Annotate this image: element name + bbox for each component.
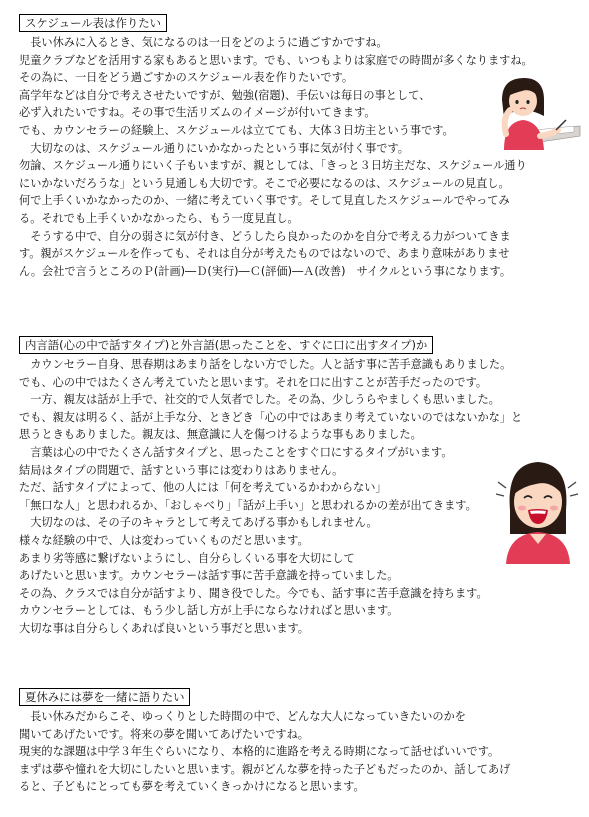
section-summer-dreams: [19, 686, 510, 796]
text-line: でも、親友は明るく、話が上手な分、ときどき「心の中ではあまり考えていないのではないかな」と: [19, 410, 523, 424]
text-line: あげたいと思います。カウンセラーは話す事に苦手意識を持っていました。: [19, 569, 399, 583]
text-line: 「無口な人」と思われるか、「おしゃべり」「話が上手い」と思われるかの差が出てきます。: [19, 498, 477, 512]
text-line: 必ず入れたいですね。その事で生活リズムのイメージが付いてきます。: [19, 106, 376, 120]
text-line: 勿論、スケジュール通りにいく子もいますが、親としては、「きっと３日坊主だな、スケジュール通り: [19, 159, 527, 173]
girl-studying-illustration: [496, 74, 582, 150]
section-schedule: [19, 12, 533, 280]
text-line: ると、子どもにとっても夢を考えていくきっかけになると思います。: [19, 780, 365, 794]
text-line: でも、カウンセラーの経験上、スケジュールは立てても、大体３日坊主という事です。: [19, 123, 454, 137]
text-line: そうする中で、自分の弱さに気が付き、どうしたら良かったのかを自分で考える力がついてきま: [19, 229, 511, 243]
text-line: す。親がスケジュールを作っても、それは自分が考えたものではないので、あまり意味がありませ: [19, 247, 510, 261]
text-line: あまり劣等感に繋げないようにし、自分らしくいる事を大切にして: [19, 551, 355, 565]
section-body: [19, 356, 522, 638]
text-line: 思うときもありました。親友は、無意識に人を傷つけるような事もありました。: [19, 428, 422, 442]
text-line: 長い休みに入るとき、気になるのは一日をどのように過ごすかですね。: [19, 36, 388, 49]
text-line: 聞いてあげたいです。将来の夢を聞いてあげたいですね。: [19, 727, 309, 741]
text-line: まずは夢や憧れを大切にしたいと思います。親がどんな夢を持った子どもだったのか、話してあげ: [19, 762, 511, 776]
text-line: その為、クラスでは自分が話すより、聞き役でした。今でも、話す事に苦手意識を持ちます。: [19, 586, 488, 600]
section-body: [19, 708, 510, 796]
section-heading: 夏休みには夢を一緒に語りたい: [19, 688, 190, 706]
text-line: カウンセラーとしては、もう少し話し方が上手にならなければと思います。: [19, 604, 399, 618]
section-heading: 内言語(心の中で話すタイプ)と外言語(思ったことを、すぐに口に出すタイプ)か: [19, 336, 433, 354]
text-line: 長い休みだからこそ、ゆっくりとした時間の中で、どんな大人になっていきたいのかを: [19, 710, 466, 723]
text-line: 言葉は心の中でたくさん話すタイプと、思ったことをすぐ口にするタイプがいます。: [19, 445, 453, 459]
text-line: る。それでも上手くいかなかったら、もう一度見直し。: [19, 211, 299, 225]
text-line: 何で上手くいかなかったのか、一緒に考えていく事です。そして見直したスケジュールでやってみ: [19, 194, 510, 208]
section-inner-outer-language: [19, 334, 522, 638]
text-line: その為に、一日をどう過ごすかのスケジュール表を作りたいです。: [19, 71, 354, 85]
text-line: 高学年などは自分で考えさせたいですが、勉強(宿題)、手伝いは毎日の事として、: [19, 88, 431, 102]
text-line: 大切な事は自分らしくあれば良いという事だと思います。: [19, 621, 309, 635]
text-line: 一方、親友は話が上手で、社交的で人気者でした。その為、少しうらやましくも思いました。: [19, 393, 500, 407]
text-line: 児童クラブなどを活用する家もあると思います。でも、いつもよりは家庭での時間が多くなりますね。: [19, 53, 533, 67]
text-line: 結局はタイプの問題で、話すという事には変わりはありません。: [19, 463, 344, 477]
text-line: 大切なのは、その子のキャラとして考えてあげる事かもしれません。: [19, 516, 378, 530]
text-line: 現実的な課題は中学３年生ぐらいになり、本格的に進路を考える時期になって話せばいいです。: [19, 745, 500, 759]
text-line: 様々な経験の中で、人は変わっていくものだと思います。: [19, 533, 309, 547]
text-line: ん。会社で言うところのＰ(計画)―Ｄ(実行)―Ｃ(評価)―Ａ(改善) サイクルという事になります。: [19, 264, 512, 278]
text-line: にいかないだろうな」という見通しも大切です。そこで必要になるのは、スケジュールの見直し。: [19, 176, 510, 190]
section-heading: スケジュール表は作りたい: [19, 14, 167, 32]
text-line: 大切なのは、スケジュール通りにいかなかったという事に気が付く事です。: [19, 141, 409, 155]
text-line: ただ、話すタイプによって、他の人には「何を考えているかわからない」: [19, 481, 387, 495]
laughing-woman-illustration: [492, 454, 584, 564]
text-line: カウンセラー自身、思春期はあまり話をしない方でした。人と話す事に苦手意識もありました。: [19, 358, 512, 371]
text-line: でも、心の中ではたくさん考えていたと思います。それを口に出すことが苦手だったのです。: [19, 375, 488, 389]
section-body: [19, 34, 533, 280]
